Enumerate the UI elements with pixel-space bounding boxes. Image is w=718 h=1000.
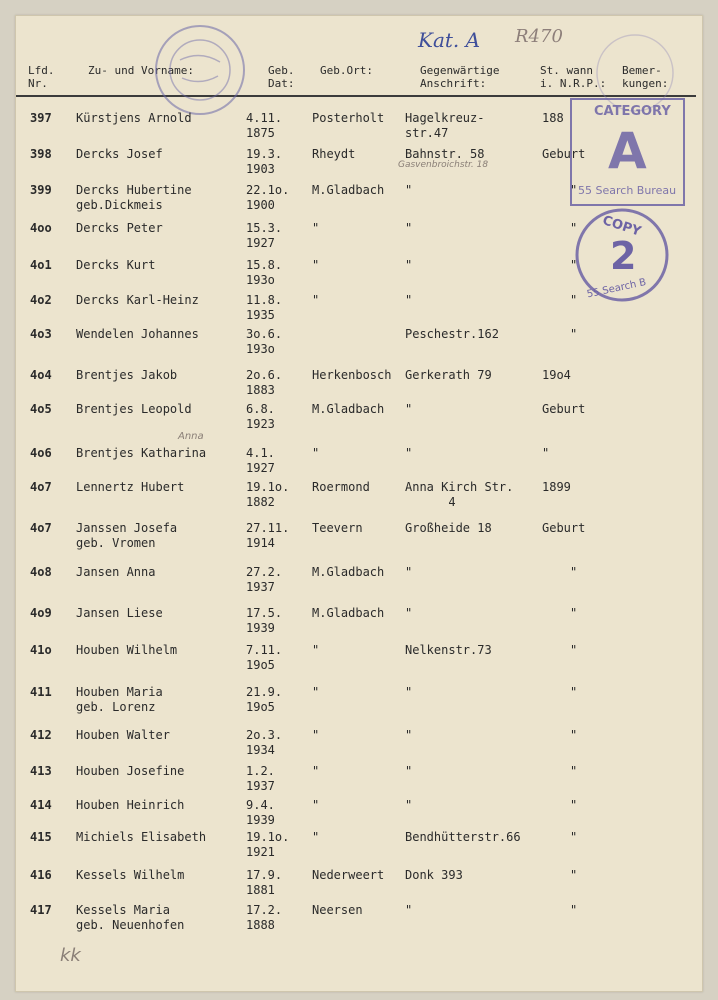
row-notes: "	[570, 830, 578, 844]
row-birthplace: "	[312, 764, 320, 778]
row-birthplace: "	[312, 685, 320, 699]
row-birthplace: "	[312, 728, 320, 742]
row-name: Brentjes Leopold	[76, 402, 192, 416]
row-number: 4o8	[30, 565, 52, 579]
row-number: 4o7	[30, 480, 52, 494]
row-notes: "	[570, 221, 578, 235]
row-address: Bahnstr. 58	[405, 147, 485, 161]
row-number: 4o2	[30, 293, 52, 307]
row-number: 416	[30, 868, 52, 882]
row-notes: "	[570, 643, 578, 657]
row-notes: "	[570, 798, 578, 812]
row-birthplace: "	[312, 293, 320, 307]
row-birthdate: 2o.3. 1934	[246, 728, 283, 757]
row-address: "	[405, 903, 413, 917]
row-number: 398	[30, 147, 52, 161]
row-address: "	[405, 402, 413, 416]
row-number: 412	[30, 728, 52, 742]
row-number: 4o1	[30, 258, 52, 272]
row-address: "	[405, 446, 413, 460]
row-address: "	[405, 565, 413, 579]
row-name: Houben Maria geb. Lorenz	[76, 685, 163, 714]
name-annotation: Anna	[178, 431, 204, 442]
row-name: Dercks Hubertine geb.Dickmeis	[76, 183, 192, 212]
header-notes: Bemer- kungen:	[622, 64, 669, 90]
row-birthdate: 27.11. 1914	[246, 521, 290, 550]
row-birthdate: 7.11. 19o5	[246, 643, 283, 672]
row-birthplace: M.Gladbach	[312, 183, 385, 197]
row-birthplace: Posterholt	[312, 111, 385, 125]
row-notes: "	[570, 868, 578, 882]
row-address: "	[405, 685, 413, 699]
copy-stamp-word: COPY	[600, 213, 643, 240]
copy-stamp-sub: 55 Search B	[585, 277, 648, 301]
row-birthplace: Nederweert	[312, 868, 385, 882]
copy-stamp-number: 2	[610, 234, 637, 278]
row-notes: "	[570, 293, 578, 307]
row-address: Peschestr.162	[405, 327, 499, 341]
row-birthplace: Roermond	[312, 480, 370, 494]
row-notes: "	[570, 183, 578, 197]
row-notes: "	[570, 728, 578, 742]
row-name: Brentjes Jakob	[76, 368, 178, 382]
reference-handwritten: R470	[515, 26, 563, 47]
row-address: Nelkenstr.73	[405, 643, 492, 657]
row-number: 4o6	[30, 446, 52, 460]
row-number: 397	[30, 111, 52, 125]
row-notes: "	[570, 685, 578, 699]
category-handwritten: Kat. A	[418, 28, 481, 52]
row-address: Donk 393	[405, 868, 463, 882]
row-name: Jansen Anna	[76, 565, 156, 579]
row-number: 41o	[30, 643, 52, 657]
row-number: 4o9	[30, 606, 52, 620]
row-name: Houben Wilhelm	[76, 643, 178, 657]
header-since: St. wann i. N.R.P.:	[540, 64, 607, 90]
row-birthdate: 27.2. 1937	[246, 565, 283, 594]
row-address: Gerkerath 79	[405, 368, 492, 382]
copy-stamp	[572, 206, 672, 304]
row-birthplace: Neersen	[312, 903, 363, 917]
row-birthplace: Herkenbosch	[312, 368, 392, 382]
row-birthdate: 17.2. 1888	[246, 903, 283, 932]
row-birthplace: M.Gladbach	[312, 402, 385, 416]
row-birthdate: 19.3. 1903	[246, 147, 283, 176]
header-address: Gegenwärtige Anschrift:	[420, 64, 500, 90]
row-birthplace: "	[312, 221, 320, 235]
row-since: Geburt	[542, 521, 586, 535]
row-birthdate: 4.11. 1875	[246, 111, 283, 140]
row-address: "	[405, 183, 413, 197]
row-birthplace: "	[312, 446, 320, 460]
row-number: 413	[30, 764, 52, 778]
row-birthplace: M.Gladbach	[312, 565, 385, 579]
row-number: 417	[30, 903, 52, 917]
row-since: 1899	[542, 480, 571, 494]
row-address: Bendhütterstr.66	[405, 830, 521, 844]
row-notes: "	[570, 606, 578, 620]
row-name: Brentjes Katharina	[76, 446, 207, 460]
row-name: Kessels Wilhelm	[76, 868, 185, 882]
row-birthdate: 21.9. 19o5	[246, 685, 283, 714]
row-birthdate: 3o.6. 193o	[246, 327, 283, 356]
row-birthdate: 6.8. 1923	[246, 402, 275, 431]
row-notes: "	[570, 258, 578, 272]
address-correction: Gasvenbroichstr. 18	[398, 160, 489, 170]
row-birthplace: Teevern	[312, 521, 363, 535]
row-number: 4oo	[30, 221, 52, 235]
row-number: 415	[30, 830, 52, 844]
row-birthdate: 19.1o. 1882	[246, 480, 290, 509]
header-birthplace: Geb.Ort:	[320, 64, 373, 77]
row-since: Geburt	[542, 402, 586, 416]
row-name: Kessels Maria geb. Neuenhofen	[76, 903, 185, 932]
row-birthplace: "	[312, 643, 320, 657]
row-name: Lennertz Hubert	[76, 480, 185, 494]
row-number: 399	[30, 183, 52, 197]
row-name: Jansen Liese	[76, 606, 163, 620]
row-birthplace: "	[312, 798, 320, 812]
category-stamp-title: CATEGORY	[594, 104, 671, 119]
row-name: Dercks Kurt	[76, 258, 156, 272]
row-address: "	[405, 221, 413, 235]
row-address: "	[405, 606, 413, 620]
row-birthdate: 15.8. 193o	[246, 258, 283, 287]
row-address: "	[405, 293, 413, 307]
row-birthdate: 1.2. 1937	[246, 764, 275, 793]
row-since: "	[542, 446, 550, 460]
row-name: Janssen Josefa geb. Vromen	[76, 521, 178, 550]
row-address: "	[405, 728, 413, 742]
row-address: "	[405, 258, 413, 272]
footer-mark: kk	[60, 945, 81, 966]
row-name: Michiels Elisabeth	[76, 830, 207, 844]
row-birthplace: Rheydt	[312, 147, 356, 161]
row-birthdate: 19.1o. 1921	[246, 830, 290, 859]
row-notes: "	[570, 903, 578, 917]
row-birthplace: M.Gladbach	[312, 606, 385, 620]
row-birthdate: 17.5. 1939	[246, 606, 283, 635]
row-name: Houben Heinrich	[76, 798, 185, 812]
row-birthdate: 2o.6. 1883	[246, 368, 283, 397]
header-birthdate: Geb. Dat:	[268, 64, 295, 90]
row-birthdate: 15.3. 1927	[246, 221, 283, 250]
category-stamp-letter: A	[608, 122, 647, 180]
postmark-seal	[150, 20, 250, 120]
row-number: 411	[30, 685, 52, 699]
row-number: 4o5	[30, 402, 52, 416]
row-address: "	[405, 764, 413, 778]
row-birthdate: 22.1o. 1900	[246, 183, 290, 212]
row-birthdate: 9.4. 1939	[246, 798, 275, 827]
row-name: Dercks Peter	[76, 221, 163, 235]
header-nr: Lfd. Nr.	[28, 64, 55, 90]
row-notes: "	[570, 764, 578, 778]
row-name: Dercks Karl-Heinz	[76, 293, 199, 307]
row-birthplace: "	[312, 830, 320, 844]
row-number: 414	[30, 798, 52, 812]
row-number: 4o7	[30, 521, 52, 535]
row-address: Hagelkreuz- str.47	[405, 111, 485, 140]
row-number: 4o4	[30, 368, 52, 382]
row-name: Kürstjens Arnold	[76, 111, 192, 125]
row-name: Houben Walter	[76, 728, 170, 742]
row-since: 188	[542, 111, 564, 125]
row-number: 4o3	[30, 327, 52, 341]
row-birthdate: 11.8. 1935	[246, 293, 283, 322]
row-birthdate: 4.1. 1927	[246, 446, 275, 475]
row-name: Houben Josefine	[76, 764, 185, 778]
row-name: Dercks Josef	[76, 147, 163, 161]
row-since: 19o4	[542, 368, 571, 382]
row-birthdate: 17.9. 1881	[246, 868, 283, 897]
row-since: Geburt	[542, 147, 586, 161]
header-name: Zu- und Vorname:	[88, 64, 194, 77]
category-stamp-sub: 55 Search Bureau	[578, 184, 677, 197]
row-birthplace: "	[312, 258, 320, 272]
category-stamp	[570, 98, 685, 206]
row-address: Anna Kirch Str. 4	[405, 480, 514, 509]
row-notes: "	[570, 327, 578, 341]
row-address: Großheide 18	[405, 521, 492, 535]
row-address: "	[405, 798, 413, 812]
row-name: Wendelen Johannes	[76, 327, 199, 341]
row-notes: "	[570, 565, 578, 579]
